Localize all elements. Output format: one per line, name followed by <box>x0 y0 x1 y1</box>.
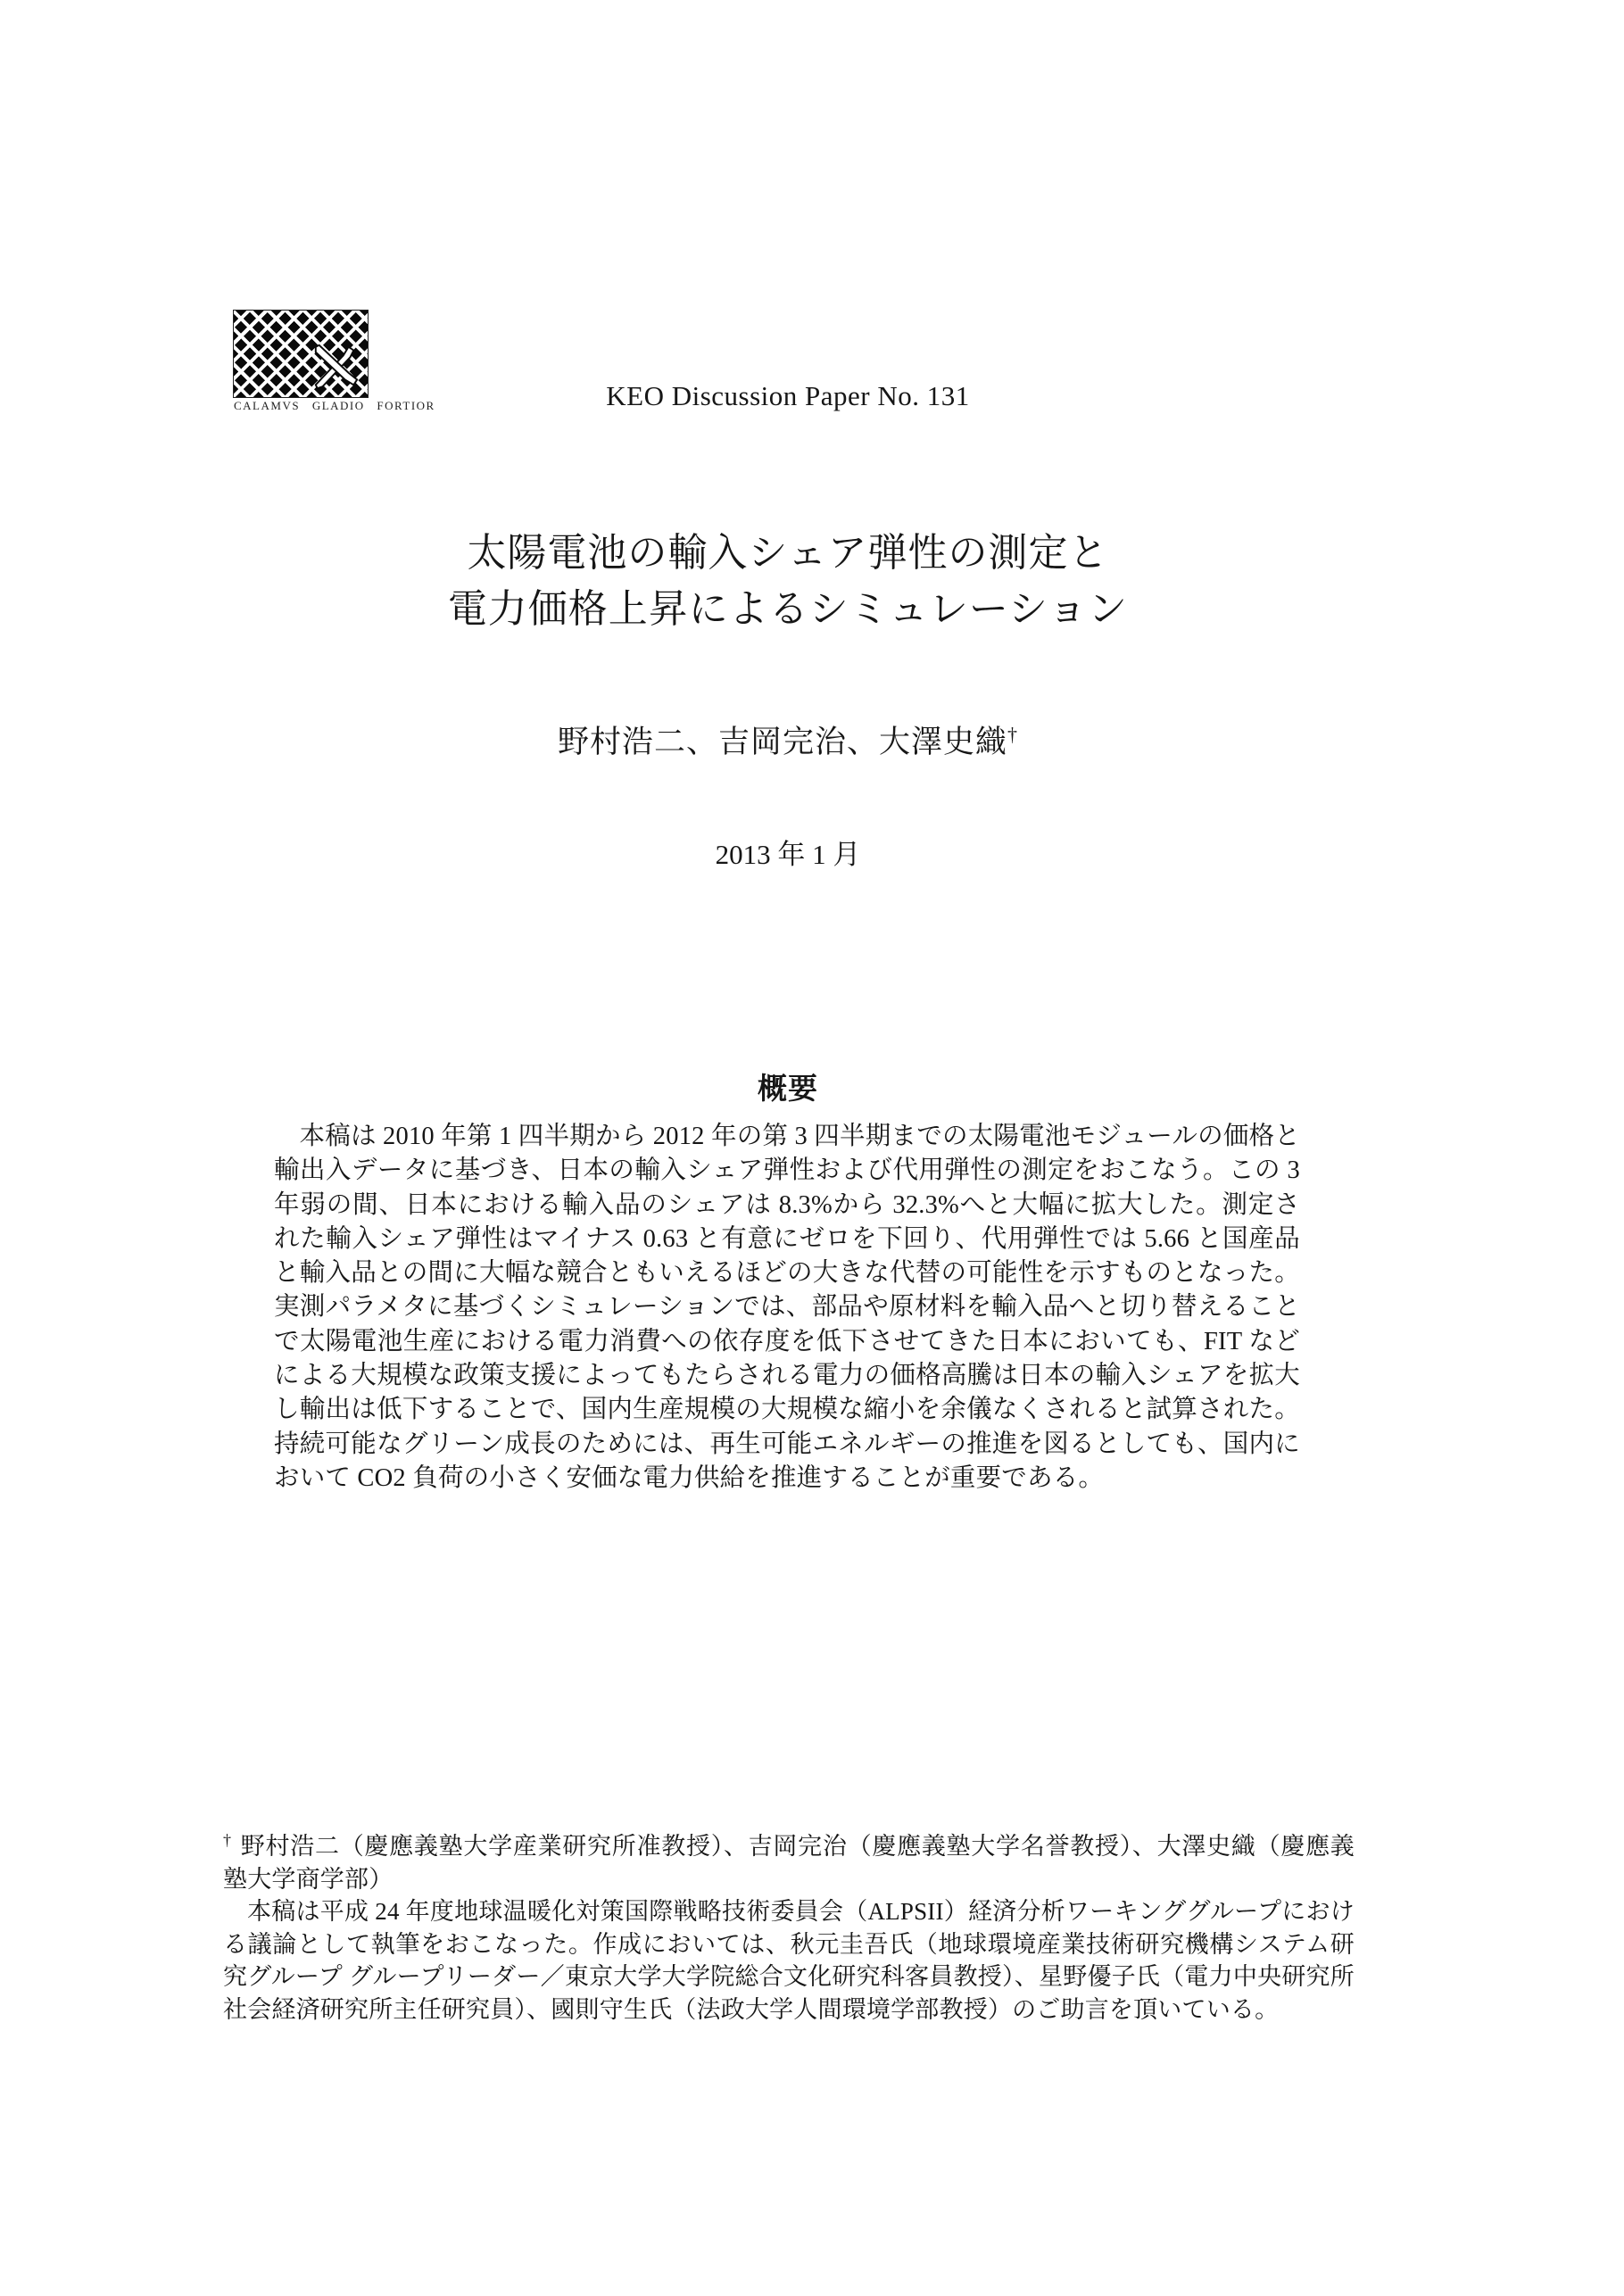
author-names: 野村浩二、吉岡完治、大澤史織 <box>557 725 1007 759</box>
abstract-heading: 概要 <box>758 1073 818 1106</box>
series-title: KEO Discussion Paper No. 131 <box>606 380 970 411</box>
footnote-affiliations-text: 野村浩二（慶應義塾大学産業研究所准教授）、吉岡完治（慶應義塾大学名誉教授）、大澤史織（慶應義塾大学商学部） <box>223 1833 1355 1893</box>
footnote-affiliations <box>223 1824 1355 1895</box>
author-footnote-mark: † <box>1007 723 1018 746</box>
footnote-acknowledgement: 本稿は平成 24 年度地球温暖化対策国際戦略技術委員会（ALPSII）経済分析ワーキンググループにおける議論として執筆をおこなった。作成においては、秋元圭吾氏（地球環境産業技術研究機構システム研究グループ グループリーダー／東京大学大学院総合文化研究科客員教授）、星野優子氏（電力中央研究所社会経済研究所主任研究員）、國則守生氏（法政大学人間環境学部教授）のご助言を頂いている。 <box>223 1898 1355 2023</box>
abstract-text: 本稿は 2010 年第 1 四半期から 2012 年の第 3 四半期までの太陽電池モジュールの価格と輸出入データに基づき、日本の輸入シェア弾性および代用弾性の測定をおこなう。この 3 年弱の間、日本における輸入品のシェアは 8.3%から 32.3%へと大幅に拡大した。測定された輸入シェア弾性はマイナス 0.63 と有意にゼロを下回り、代用弾性では 5.66 と国産品と輸入品との間に大幅な競合ともいえるほどの大きな代替の可能性を示すものとなった。実測パラメタに基づくシミュレーションでは、部品や原材料を輸入品へと切り替えることで太陽電池生産における電力消費への依存度を低下させてきた日本においても、FIT などによる大規模な政策支援によってもたらされる電力の価格高騰は日本の輸入シェアを拡大し輸出は低下することで、国内生産規模の大規模な縮小を余儀なくされると試算された。持続可能なグリーン成長のためには、再生可能エネルギーの推進を図るとしても、国内において CO2 負荷の小さく安価な電力供給を推進することが重要である。 <box>274 1123 1300 1492</box>
authors-line <box>223 717 1353 762</box>
footnote-mark: † <box>223 1831 232 1849</box>
publication-date: 2013 年 1 月 <box>715 839 861 870</box>
page-title <box>223 525 1353 637</box>
title-line-1: 太陽電池の輸入シェア弾性の測定と <box>467 531 1109 575</box>
emblem-motto: CALAMVS GLADIO FORTIOR <box>234 399 435 412</box>
footnote-block <box>223 1824 1355 2026</box>
title-line-2: 電力価格上昇によるシミュレーション <box>447 587 1129 631</box>
